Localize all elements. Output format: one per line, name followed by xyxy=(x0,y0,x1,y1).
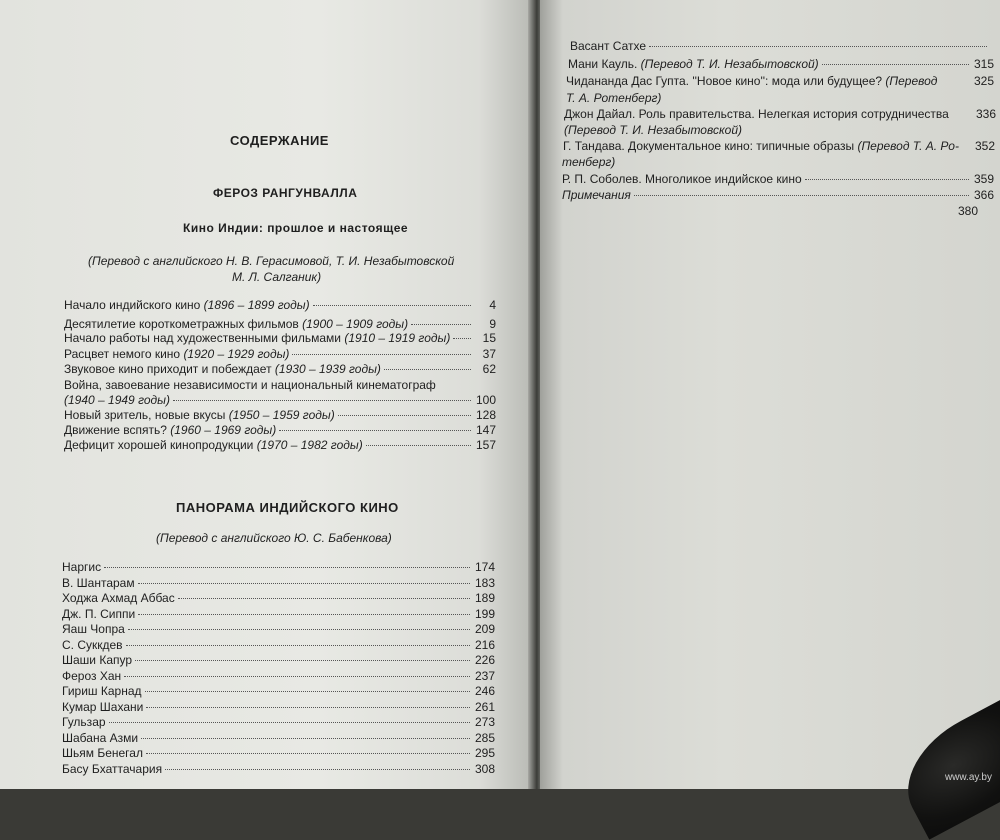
toc-row: Шьям Бенегал 295 xyxy=(62,746,495,760)
toc-row: (1940 – 1949 годы) 100 xyxy=(64,393,496,407)
toc-row: Васант Сатхе xyxy=(570,39,990,53)
toc-row: Шабана Азми 285 xyxy=(62,731,495,745)
toc-row: Движение вспять? (1960 – 1969 годы) 147 xyxy=(64,423,496,437)
toc-row: Гульзар 273 xyxy=(62,715,495,729)
toc-row: Новый зритель, новые вкусы (1950 – 1959 годы) 128 xyxy=(64,408,496,422)
toc-row: Чидананда Дас Гупта. ''Новое кино'': мода или будущее? (Перевод 325 xyxy=(566,74,994,88)
toc-title: СОДЕРЖАНИЕ xyxy=(230,133,329,148)
toc-row: Примечания 366 xyxy=(562,188,994,202)
toc-row: Мани Кауль. (Перевод Т. И. Незабытовской) 315 xyxy=(568,57,994,71)
panorama-heading: ПАНОРАМА ИНДИЙСКОГО КИНО xyxy=(176,500,399,515)
translator-line-1: (Перевод с английского Н. В. Герасимовой, Т. И. Незабытовской xyxy=(88,254,455,268)
toc-row: Десятилетие короткометражных фильмов (1900 – 1909 годы) 9 xyxy=(64,317,496,331)
toc-row: Ходжа Ахмад Аббас 189 xyxy=(62,591,495,605)
page-number: 380 xyxy=(958,204,979,218)
toc-row: Начало работы над художественными фильмами (1910 – 1919 годы) 15 xyxy=(64,331,496,345)
toc-row: Кумар Шахани 261 xyxy=(62,700,495,714)
toc-row: Расцвет немого кино (1920 – 1929 годы) 37 xyxy=(64,347,496,361)
toc-row: Начало индийского кино (1896 – 1899 годы) 4 xyxy=(64,298,496,312)
toc-row: Наргис 174 xyxy=(62,560,495,574)
toc-row: В. Шантарам 183 xyxy=(62,576,495,590)
author-heading: ФЕРОЗ РАНГУНВАЛЛА xyxy=(213,186,358,200)
toc-row: Шаши Капур 226 xyxy=(62,653,495,667)
toc-row: Г. Тандава. Документальное кино: типичные образы (Перевод Т. А. Ро- 352 xyxy=(563,139,995,153)
panorama-translator: (Перевод с английского Ю. С. Бабенкова) xyxy=(156,531,392,545)
toc-row: С. Суккдев 216 xyxy=(62,638,495,652)
toc-row-continuation: тенберг) xyxy=(562,155,616,169)
toc-row-continuation: Т. А. Ротенберг) xyxy=(566,91,662,105)
toc-row: Джон Дайал. Роль правительства. Нелегкая история сотрудничества 336 xyxy=(564,107,996,121)
toc-row-continuation: (Перевод Т. И. Незабытовской) xyxy=(564,123,742,137)
book-subtitle: Кино Индии: прошлое и настоящее xyxy=(183,221,409,235)
toc-row: Дефицит хорошей кинопродукции (1970 – 1982 годы) 157 xyxy=(64,438,496,452)
toc-row: Война, завоевание независимости и национальный кинематограф xyxy=(64,378,436,392)
left-page xyxy=(0,0,532,789)
toc-row: Яаш Чопра 209 xyxy=(62,622,495,636)
toc-row: Фероз Хан 237 xyxy=(62,669,495,683)
toc-row: Басу Бхаттачария 308 xyxy=(62,762,495,776)
toc-row: Гириш Карнад 246 xyxy=(62,684,495,698)
toc-row: Дж. П. Сиппи 199 xyxy=(62,607,495,621)
translator-line-2: М. Л. Салганик) xyxy=(232,270,322,284)
watermark: www.ay.by xyxy=(944,772,992,783)
toc-row: Р. П. Соболев. Многоликое индийское кино 359 xyxy=(562,172,994,186)
right-page xyxy=(540,0,1000,789)
toc-row: Звуковое кино приходит и побеждает (1930 – 1939 годы) 62 xyxy=(64,362,496,376)
